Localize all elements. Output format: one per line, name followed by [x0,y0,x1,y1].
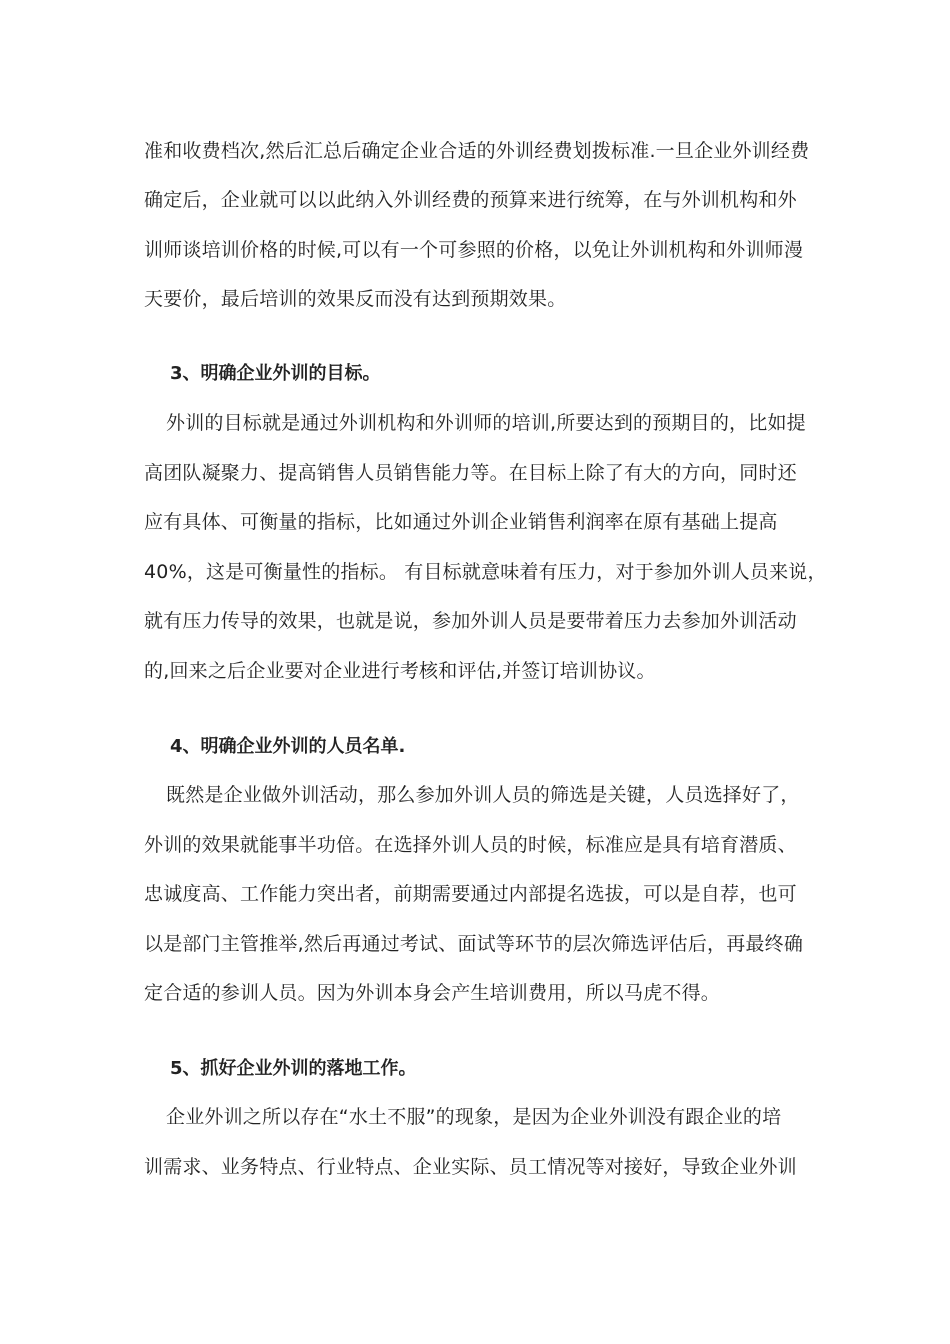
paragraph-line: 外训的效果就能事半功倍。在选择外训人员的时候，标准应是具有培育潜质、 [144,834,797,856]
paragraph-line: 以是部门主管推举,然后再通过考试、面试等环节的层次筛选评估后，再最终确 [144,933,804,955]
paragraph-line: 训师谈培训价格的时候,可以有一个可参照的价格，以免让外训机构和外训师漫 [144,239,804,261]
paragraph-line: 40%，这是可衡量性的指标。 有目标就意味着有压力，对于参加外训人员来说， [144,561,827,583]
section-heading: 5、抓好企业外训的落地工作。 [170,1058,417,1079]
paragraph-line: 训需求、业务特点、行业特点、企业实际、员工情况等对接好，导致企业外训 [144,1156,797,1178]
paragraph-line: 准和收费档次,然后汇总后确定企业合适的外训经费划拨标准.一旦企业外训经费 [144,140,810,162]
paragraph-line: 忠诚度高、工作能力突出者，前期需要通过内部提名选拔，可以是自荐，也可 [144,883,797,905]
paragraph-line: 企业外训之所以存在“水土不服”的现象，是因为企业外训没有跟企业的培 [166,1106,782,1128]
paragraph-line: 既然是企业做外训活动，那么参加外训人员的筛选是关键，人员选择好了， [166,784,800,806]
section-heading: 3、明确企业外训的目标。 [170,363,381,384]
section-heading: 4、明确企业外训的人员名单. [170,736,406,757]
paragraph-line: 就有压力传导的效果，也就是说，参加外训人员是要带着压力去参加外训活动 [144,610,797,632]
paragraph-line: 应有具体、可衡量的指标，比如通过外训企业销售利润率在原有基础上提高 [144,511,778,533]
paragraph-line: 天要价，最后培训的效果反而没有达到预期效果。 [144,288,567,310]
paragraph-line: 高团队凝聚力、提高销售人员销售能力等。在目标上除了有大的方向，同时还 [144,462,797,484]
paragraph-line: 定合适的参训人员。因为外训本身会产生培训费用，所以马虎不得。 [144,982,721,1004]
paragraph-line: 的,回来之后企业要对企业进行考核和评估,并签订培训协议。 [144,660,656,682]
paragraph-line: 确定后，企业就可以以此纳入外训经费的预算来进行统筹，在与外训机构和外 [144,189,797,211]
paragraph-line: 外训的目标就是通过外训机构和外训师的培训,所要达到的预期目的，比如提 [166,412,806,434]
